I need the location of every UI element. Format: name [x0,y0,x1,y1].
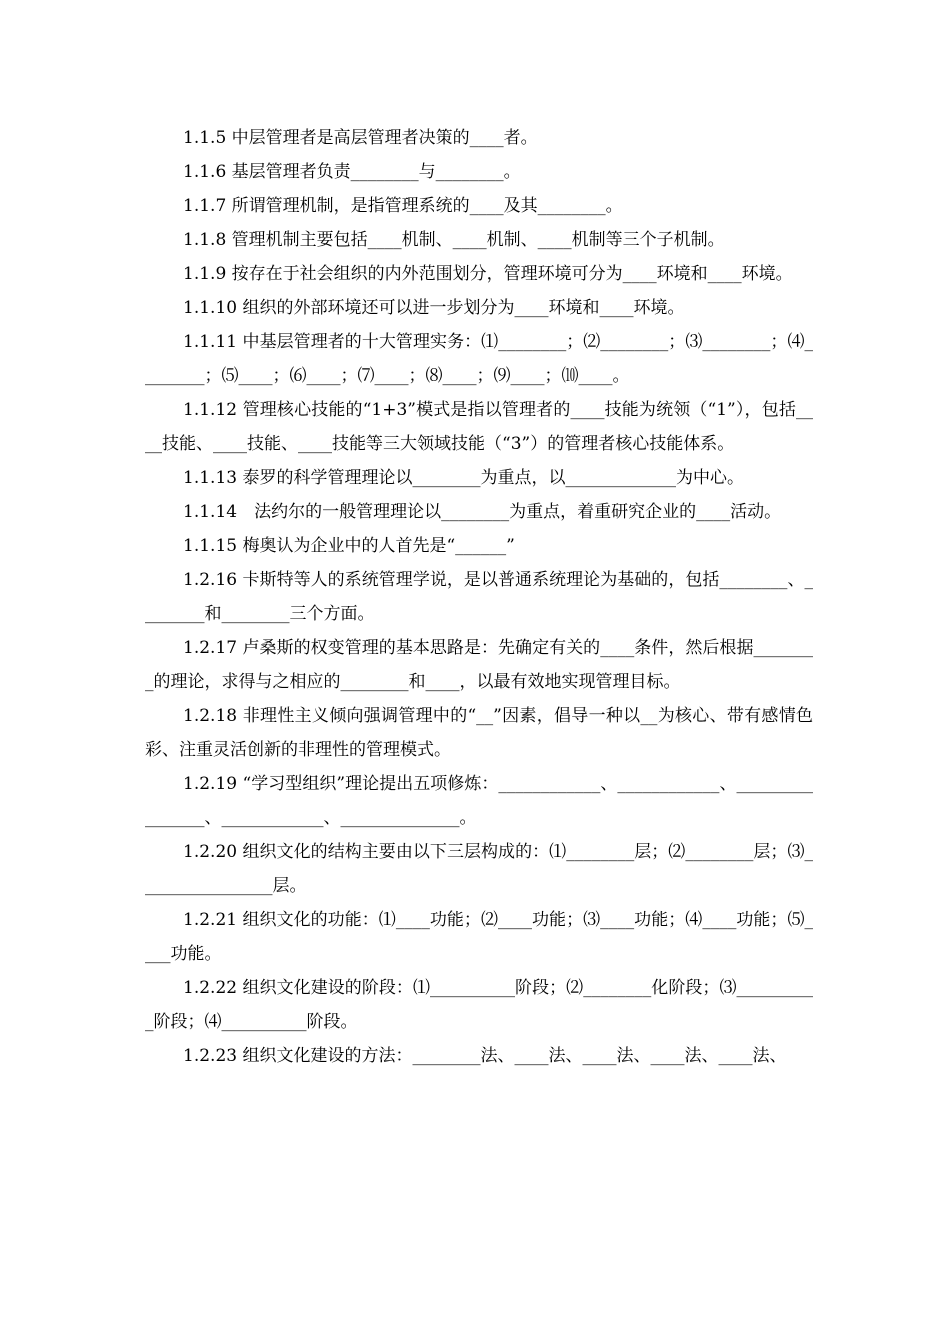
question-1-2-23: 1.2.23 组织文化建设的方法：________法、____法、____法、____法、____法、 [183,1046,787,1066]
question-1-1-6: 1.1.6 基层管理者负责________与________。 [183,162,521,182]
question-1-2-18: 1.2.18 非理性主义倾向强调管理中的“__”因素，倡导一种以__为核心、带有感情色彩、注重灵活创新的非理性的管理模式。 [145,706,813,760]
question-1-2-16: 1.2.16 卡斯特等人的系统管理学说，是以普通系统理论为基础的，包括________、________和________三个方面。 [145,570,813,624]
question-1-2-21: 1.2.21 组织文化的功能：⑴____功能；⑵____功能；⑶____功能；⑷____功能；⑸____功能。 [145,910,813,964]
question-1-1-10: 1.1.10 组织的外部环境还可以进一步划分为____环境和____环境。 [183,298,685,318]
question-1-1-14: 1.1.14 法约尔的一般管理理论以________为重点，着重研究企业的____活动。 [183,502,782,522]
question-1-1-8: 1.1.8 管理机制主要包括____机制、____机制、____机制等三个子机制。 [183,230,725,250]
question-list [145,121,813,1073]
question-1-1-11: 1.1.11 中基层管理者的十大管理实务：⑴________；⑵________；⑶________；⑷________；⑸____；⑹____；⑺____；⑻____；⑼____；⑽____。 [145,332,813,386]
question-1-1-13: 1.1.13 泰罗的科学管理理论以________为重点，以_____________为中心。 [183,468,744,488]
question-1-1-12: 1.1.12 管理核心技能的“1+3”模式是指以管理者的____技能为统领（“1”），包括____技能、____技能、____技能等三大领域技能（“3”）的管理者核心技能体系。 [145,400,813,454]
question-1-1-9: 1.1.9 按存在于社会组织的内外范围划分，管理环境可分为____环境和____环境。 [183,264,793,284]
question-1-2-20: 1.2.20 组织文化的结构主要由以下三层构成的：⑴________层；⑵________层；⑶________________层。 [145,842,813,896]
question-1-1-7: 1.1.7 所谓管理机制，是指管理系统的____及其________。 [183,196,623,216]
question-1-1-15: 1.1.15 梅奥认为企业中的人首先是“______” [183,536,515,556]
question-1-2-22: 1.2.22 组织文化建设的阶段：⑴__________阶段；⑵________化阶段；⑶__________阶段；⑷__________阶段。 [145,978,813,1032]
question-1-1-5: 1.1.5 中层管理者是高层管理者决策的____者。 [183,128,538,148]
question-1-2-19: 1.2.19 “学习型组织”理论提出五项修炼：____________、____________、________________、____________、______________。 [145,774,813,828]
question-1-2-17: 1.2.17 卢桑斯的权变管理的基本思路是：先确定有关的____条件，然后根据________的理论，求得与之相应的________和____，以最有效地实现管理目标。 [145,638,813,692]
